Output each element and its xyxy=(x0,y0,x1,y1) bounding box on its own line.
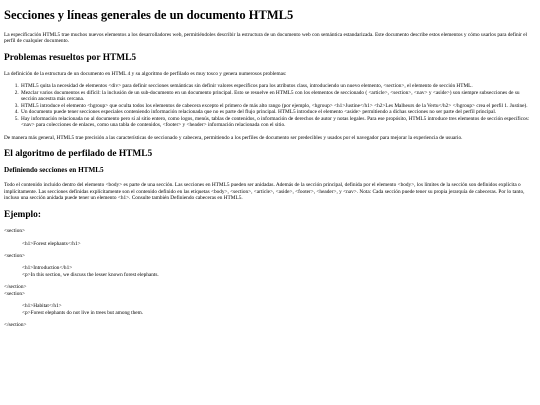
defining-sections-paragraph: Todo el contenido incluido dentro del elemento <body> es parte de una sección. Las secciones en HTML5 pueden ser anidadas. Además de la sección principal, definida por el elemento <body>, los límites de la sección son definidos explícita o implícitamente. Las secciones definidas explícitamente son el contenido definido en las etiquetas <body>, <section>, <article>, <aside>, <footer>, <header>, y <nav>. Nota: Cada sección puede tener su propia jerarquía de cabeceras. Por lo tanto, incluso una sección anidada puede tener un elemento <h1>. Consulte también Definiendo cabeceras en HTML5. xyxy=(4,182,525,202)
example-heading: Ejemplo: xyxy=(4,209,41,220)
example-line: <section> xyxy=(4,290,25,297)
example-line: </section> xyxy=(4,284,27,291)
list-item: 5. Hay información relacionada no al documento pero sí al sitio entero, como logos, menús, tablas de contenidos, o información de derechos de autor y notas legales. Para ese propósito, HTML5 introduce tres elementos de sección específicos: <nav> para colecciones de enlaces, como una tabla de contenidos, <footer> y <header> información relacionada con el sitio. xyxy=(20,116,536,129)
section-heading-problems: Problemas resueltos por HTML5 xyxy=(4,52,137,63)
page-title: Secciones y líneas generales de un documento HTML5 xyxy=(4,8,294,22)
list-item: 1. HTML5 quita la necesidad de elementos <div> para definir secciones semánticas sin definir valores específicos para los atributos class, introduciendo un nuevo elemento, <section>, el elemento de sección HTML. xyxy=(20,83,536,89)
example-line: <section> xyxy=(4,228,25,235)
problems-lead-paragraph: La definición de la estructura de un documento en HTML 4 y su algoritmo de perfilado es muy tosco y genera numerosos problemas: xyxy=(4,71,287,77)
example-line: <h1>Introduction</h1> xyxy=(22,265,73,272)
example-block xyxy=(4,284,536,297)
list-item: 2. Mezclar varios documentos es difícil: la inclusión de un sub-documento en un documento principal. Esto se resuelve en HTML5 con los elementos de seccionado ( <article>, <section>, <nav> y <aside>) son siempre subsecciones de su sección ancestra más cercana. xyxy=(20,90,536,103)
intro-paragraph: La especificación HTML5 trae muchos nuevos elementos a los desarrolladores web, permitiéndoles describir la estructura de un documento web con semántica estandarizada. Este documento describe estos elementos y cómo usarlos para definir el perfil de cualquier documento. xyxy=(4,31,528,45)
example-line: <h1>Forest elephants</h1> xyxy=(22,240,81,247)
section-heading-algorithm: El algoritmo de perfilado de HTML5 xyxy=(4,149,153,160)
example-line: <p>Forest elephants do not live in trees but among them. xyxy=(22,309,144,316)
example-block xyxy=(4,265,536,278)
list-item: 4. Un documento puede tener secciones especiales conteniendo información relacionada que no es parte del flujo principal. HTML5 introduce el elemento <aside> permitiendo a dichas secciones no ser parte del perfil principal. xyxy=(20,109,536,115)
example-block xyxy=(4,303,536,316)
example-line: </section> xyxy=(4,322,27,329)
problems-list xyxy=(4,83,536,128)
list-item: 3. HTML5 introduce el elemento <hgroup> que oculta todos los elementos de cabecera excepto el primero de más alto rango (por ejemplo, <hgroup> <h1>Justine</h1> <h2>Les Malheurs de la Vertu</h2> </hgroup> crea el perfil 1. Justine). xyxy=(20,103,536,109)
example-line: <p>In this section, we discuss the lesser known forest elephants. xyxy=(22,271,159,278)
problems-closing-paragraph: De manera más general, HTML5 trae precisión a las características de seccionado y cabecera, permitiendo a los perfiles de documento ser predecibles y usados por el navegador para mejorar la experiencia de usuario. xyxy=(4,134,463,141)
example-line: <section> xyxy=(4,252,25,259)
subheading-defining-sections: Definiendo secciones en HTML5 xyxy=(4,166,104,175)
example-line: <h1>Habitat</h1> xyxy=(22,303,62,310)
